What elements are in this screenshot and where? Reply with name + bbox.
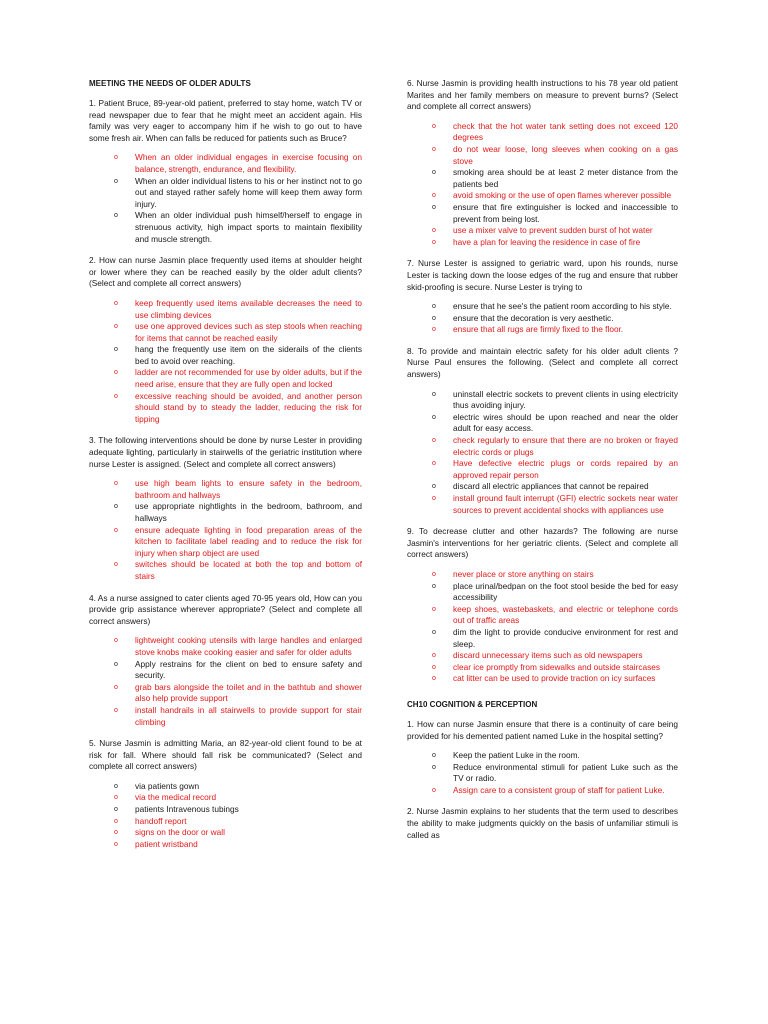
question-text: 8. To provide and maintain electric safety for his older adult clients ? Nurse Paul ensures the following. (Select and complete all correct answers) bbox=[407, 345, 678, 380]
option-text: have a plan for leaving the residence in case of fire bbox=[453, 236, 641, 247]
bullet-icon: o bbox=[432, 460, 436, 468]
option-text: cat litter can be used to provide traction on icy surfaces bbox=[453, 673, 656, 684]
option-list bbox=[89, 298, 362, 426]
option-item-correct bbox=[407, 324, 678, 336]
option-item bbox=[407, 313, 678, 325]
option-text: uninstall electric sockets to prevent clients in using electricity thus avoiding injury. bbox=[453, 388, 678, 411]
option-text: use a mixer valve to prevent sudden burst of hot water bbox=[453, 225, 653, 236]
option-item-correct bbox=[407, 458, 678, 481]
bullet-icon: o bbox=[114, 683, 118, 691]
question-text: 7. Nurse Lester is assigned to geriatric ward, upon his rounds, nurse Lester is tacking down the loose edges of the rug and ensure that rubber skid-proofing is secure. Nurse Lester is trying to bbox=[407, 258, 678, 292]
option-item-correct bbox=[89, 152, 362, 175]
question-text: 5. Nurse Jasmin is admitting Maria, an 82-year-old client found to be at risk for fall. Where should fall risk be communicated? (Select and complete all correct answers) bbox=[89, 738, 362, 772]
bullet-icon: o bbox=[114, 526, 118, 534]
option-item-correct bbox=[89, 367, 362, 390]
option-item-correct bbox=[89, 298, 362, 321]
option-list bbox=[89, 781, 362, 851]
question-text: 4. As a nurse assigned to cater clients aged 70-95 years old, How can you provide grip assistance wherever appropriate? (Select and complete all correct answers) bbox=[89, 592, 362, 626]
option-item bbox=[89, 344, 362, 367]
bullet-icon: o bbox=[432, 786, 436, 794]
option-item bbox=[89, 501, 362, 524]
bullet-icon: o bbox=[114, 706, 118, 714]
question-block bbox=[407, 346, 678, 516]
option-item-correct bbox=[89, 559, 362, 582]
option-item-correct bbox=[89, 478, 362, 501]
option-text: excessive reaching should be avoided, and another person should stand by to steady the ladder, reducing the risk for tipping bbox=[135, 390, 362, 424]
question-block bbox=[407, 526, 678, 685]
option-text: Keep the patient Luke in the room. bbox=[453, 750, 580, 761]
bullet-icon: o bbox=[432, 663, 436, 671]
option-item bbox=[407, 167, 678, 190]
question-block bbox=[407, 258, 678, 336]
bullet-icon: o bbox=[114, 806, 118, 814]
option-text: avoid smoking or the use of open flames wherever possible bbox=[453, 190, 672, 201]
option-text: keep frequently used items available decreases the need to use climbing devices bbox=[135, 297, 362, 320]
section-heading: MEETING THE NEEDS OF OLDER ADULTS bbox=[89, 79, 251, 88]
option-text: patient wristband bbox=[135, 838, 198, 849]
option-list bbox=[89, 152, 362, 245]
option-text: use one approved devices such as step stools when reaching for items that cannot be reached easily bbox=[135, 321, 362, 343]
option-text: ladder are not recommended for use by older adults, but if the need arise, ensure that they are fully open and locked bbox=[135, 367, 362, 390]
option-text: never place or store anything on stairs bbox=[453, 568, 594, 579]
bullet-icon: o bbox=[114, 346, 118, 354]
option-text: handoff report bbox=[135, 815, 187, 826]
bullet-icon: o bbox=[432, 582, 436, 590]
question-block bbox=[89, 593, 362, 729]
option-item bbox=[89, 781, 362, 793]
option-item-correct bbox=[89, 682, 362, 705]
left-column bbox=[89, 78, 362, 860]
bullet-icon: o bbox=[432, 763, 436, 771]
option-item-correct bbox=[89, 391, 362, 426]
bullet-icon: o bbox=[114, 794, 118, 802]
question-block bbox=[407, 78, 678, 248]
bullet-icon: o bbox=[114, 154, 118, 162]
bullet-icon: o bbox=[114, 561, 118, 569]
option-text: switches should be located at both the top and bottom of stairs bbox=[135, 559, 362, 581]
bullet-icon: o bbox=[432, 238, 436, 246]
option-list bbox=[407, 750, 678, 796]
question-text: 9. To decrease clutter and other hazards? The following are nurse Jasmin's interventions for her geriatric clients. (Select and complete all correct answers) bbox=[407, 526, 678, 560]
bullet-icon: o bbox=[114, 177, 118, 185]
option-text: When an older individual listens to his or her instinct not to go out and stayed rather safely home will keep them away form injury. bbox=[135, 175, 362, 209]
bullet-icon: o bbox=[432, 675, 436, 683]
option-text: do not wear loose, long sleeves when cooking on a gas stove bbox=[453, 143, 678, 166]
option-text: install handrails in all stairwells to provide support for stair climbing bbox=[135, 704, 362, 727]
option-text: When an older individual engages in exercise focusing on balance, strength, endurance, and flexibility. bbox=[135, 152, 362, 174]
bullet-icon: o bbox=[114, 829, 118, 837]
bullet-icon: o bbox=[432, 169, 436, 177]
bullet-icon: o bbox=[432, 326, 436, 334]
option-list bbox=[407, 389, 678, 517]
option-item-correct bbox=[89, 525, 362, 560]
section-heading-2: CH10 COGNITION & PERCEPTION bbox=[407, 699, 538, 709]
option-text: When an older individual push himself/herself to engage in strenuous activity, high impact sports to maintain flexibility and muscle strength. bbox=[135, 210, 362, 244]
option-list bbox=[89, 478, 362, 582]
option-item-correct bbox=[407, 144, 678, 167]
bullet-icon: o bbox=[432, 122, 436, 130]
option-item-correct bbox=[407, 673, 678, 685]
bullet-icon: o bbox=[432, 314, 436, 322]
option-text: electric wires should be upon reached and near the older adult for easy access. bbox=[453, 411, 678, 434]
question-block bbox=[89, 435, 362, 582]
option-item-correct bbox=[407, 650, 678, 662]
option-item-correct bbox=[89, 792, 362, 804]
right-column bbox=[407, 78, 678, 849]
option-item-correct bbox=[407, 604, 678, 627]
option-text: grab bars alongside the toilet and in the bathtub and shower also help provide support bbox=[135, 681, 362, 704]
option-text: Assign care to a consistent group of staff for patient Luke. bbox=[453, 784, 665, 795]
option-text: patients Intravenous tubings bbox=[135, 804, 239, 815]
option-item bbox=[407, 389, 678, 412]
option-text: ensure that fire extinguisher is locked and inaccessible to prevent from being lost. bbox=[453, 201, 678, 224]
question-block bbox=[407, 719, 678, 797]
option-item-correct bbox=[407, 237, 678, 249]
question-block bbox=[89, 255, 362, 425]
option-list bbox=[407, 121, 678, 249]
option-text: via the medical record bbox=[135, 792, 217, 803]
option-item bbox=[89, 176, 362, 211]
option-item-correct bbox=[89, 839, 362, 851]
option-item bbox=[407, 412, 678, 435]
bullet-icon: o bbox=[432, 145, 436, 153]
option-text: place urinal/bedpan on the foot stool beside the bed for easy accessibility bbox=[453, 580, 678, 603]
bullet-icon: o bbox=[432, 628, 436, 636]
question-text: 6. Nurse Jasmin is providing health instructions to his 78 year old patient Marites and her family members on measure to prevent burns? (Select and complete all correct answers) bbox=[407, 78, 678, 112]
bullet-icon: o bbox=[114, 782, 118, 790]
bullet-icon: o bbox=[432, 570, 436, 578]
option-item-correct bbox=[407, 190, 678, 202]
option-text: check that the hot water tank setting does not exceed 120 degrees bbox=[453, 120, 678, 143]
question-text: 3. The following interventions should be done by nurse Lester in providing adequate lighting, particularly in stairwells of the geriatric institution where nurse Lester is assigned. (Select and complete all correct answers) bbox=[89, 435, 362, 469]
option-item-correct bbox=[89, 321, 362, 344]
option-item bbox=[407, 627, 678, 650]
bullet-icon: o bbox=[432, 483, 436, 491]
option-text: smoking area should be at least 2 meter distance from the patients bed bbox=[453, 167, 678, 189]
option-list bbox=[89, 635, 362, 728]
option-text: dim the light to provide conducive environment for rest and sleep. bbox=[453, 626, 678, 649]
bullet-icon: o bbox=[432, 495, 436, 502]
option-item-correct bbox=[407, 225, 678, 237]
option-text: clear ice promptly from sidewalks and outside staircases bbox=[453, 661, 661, 672]
bullet-icon: o bbox=[114, 503, 118, 511]
bullet-icon: o bbox=[432, 413, 436, 421]
option-text: via patients gown bbox=[135, 780, 200, 791]
bullet-icon: o bbox=[114, 660, 118, 668]
option-item-correct bbox=[89, 827, 362, 839]
bullet-icon: o bbox=[114, 817, 118, 825]
option-item bbox=[89, 210, 362, 245]
option-text: discard all electric appliances that cannot be repaired bbox=[453, 481, 649, 492]
question-block bbox=[89, 738, 362, 850]
bullet-icon: o bbox=[432, 390, 436, 398]
bullet-icon: o bbox=[114, 480, 118, 488]
question-text: 1. How can nurse Jasmin ensure that there is a continuity of care being provided for his demented patient named Luke in the hospital setting? bbox=[407, 718, 678, 741]
option-text: hang the frequently use item on the siderails of the clients bed to avoid over reaching. bbox=[135, 344, 362, 366]
option-text: Have defective electric plugs or cords repaired by an approved repair person bbox=[453, 458, 678, 480]
option-item-correct bbox=[89, 816, 362, 828]
bullet-icon: o bbox=[432, 192, 436, 200]
option-text: ensure that the decoration is very aesthetic. bbox=[453, 312, 614, 323]
option-item bbox=[407, 581, 678, 604]
option-list bbox=[407, 301, 678, 336]
option-text: keep shoes, wastebaskets, and electric or telephone cords out of traffic areas bbox=[453, 603, 678, 626]
bullet-icon: o bbox=[432, 303, 436, 311]
option-item-correct bbox=[89, 635, 362, 658]
bullet-icon: o bbox=[114, 392, 118, 400]
question-text: 2. Nurse Jasmin explains to her students that the term used to describes the ability to make judgments quickly on the basis of unfamiliar stimuli is called as bbox=[407, 806, 678, 840]
bullet-icon: o bbox=[114, 369, 118, 377]
bullet-icon: o bbox=[114, 840, 118, 848]
bullet-icon: o bbox=[114, 637, 118, 645]
option-text: discard unnecessary items such as old newspapers bbox=[453, 650, 643, 661]
option-item bbox=[407, 750, 678, 762]
option-item bbox=[407, 762, 678, 785]
option-item bbox=[407, 301, 678, 313]
bullet-icon: o bbox=[432, 203, 436, 211]
option-list bbox=[407, 569, 678, 685]
question-block bbox=[89, 98, 362, 245]
option-text: install ground fault interrupt (GFI) electric sockets near water sources to prevent accidental shocks with appliances use bbox=[453, 493, 678, 515]
bullet-icon: o bbox=[432, 752, 436, 760]
bullet-icon: o bbox=[432, 437, 436, 445]
option-item bbox=[407, 202, 678, 225]
option-item-correct bbox=[89, 705, 362, 728]
option-item-correct bbox=[407, 435, 678, 458]
question-text: 1. Patient Bruce, 89-year-old patient, preferred to stay home, watch TV or read newspaper due to fear that he might meet an accident again. His family was very eager to accompany him if he wish to go out to have some fresh air. When can falls be reduced for patients such as Bruce? bbox=[89, 98, 362, 143]
question-block bbox=[407, 806, 678, 841]
option-item-correct bbox=[407, 662, 678, 674]
option-text: lightweight cooking utensils with large handles and enlarged stove knobs make cooking easier and safer for older adults bbox=[135, 635, 362, 657]
bullet-icon: o bbox=[114, 212, 118, 220]
option-text: ensure that he see's the patient room according to his style. bbox=[453, 301, 672, 312]
option-item bbox=[407, 481, 678, 493]
option-text: ensure that all rugs are firmly fixed to the floor. bbox=[453, 324, 624, 335]
option-text: check regularly to ensure that there are no broken or frayed electric cords or plugs bbox=[453, 435, 678, 457]
bullet-icon: o bbox=[432, 652, 436, 660]
option-item-correct bbox=[407, 785, 678, 797]
option-item bbox=[89, 804, 362, 816]
option-text: ensure adequate lighting in food preparation areas of the kitchen to facilitate label reading and to reduce the risk for injury when sharp object are used bbox=[135, 524, 362, 558]
option-item bbox=[89, 659, 362, 682]
bullet-icon: o bbox=[114, 323, 118, 331]
option-text: use high beam lights to ensure safety in the bedroom, bathroom and hallways bbox=[135, 478, 362, 500]
option-item-correct bbox=[407, 569, 678, 581]
option-item-correct bbox=[407, 493, 678, 516]
question-text: 2. How can nurse Jasmin place frequently used items at shoulder height or lower where they can be reached easily by the older adult clients? (Select and complete all correct answers) bbox=[89, 255, 362, 289]
bullet-icon: o bbox=[432, 605, 436, 613]
option-text: signs on the door or wall bbox=[135, 827, 225, 838]
bullet-icon: o bbox=[114, 299, 118, 307]
bullet-icon: o bbox=[432, 227, 436, 235]
option-text: Apply restrains for the client on bed to ensure safety and security. bbox=[135, 658, 362, 681]
option-text: Reduce environmental stimuli for patient Luke such as the TV or radio. bbox=[453, 761, 678, 784]
option-text: use appropriate nightlights in the bedroom, bathroom, and hallways bbox=[135, 501, 362, 523]
option-item-correct bbox=[407, 121, 678, 144]
